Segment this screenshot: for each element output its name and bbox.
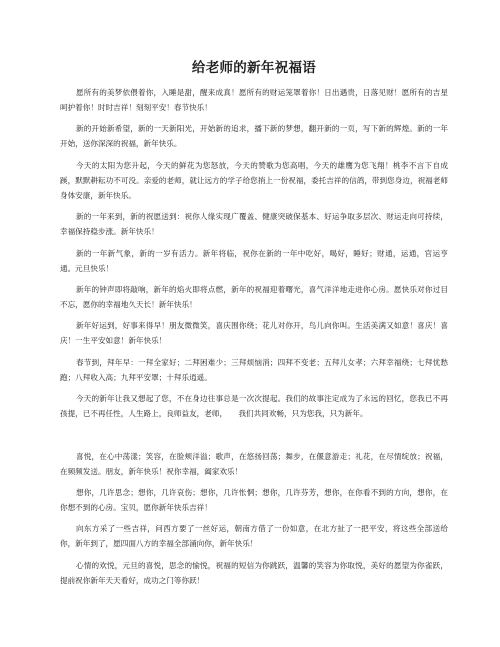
paragraph: 新年的钟声即将敲响，新年的焰火即将点燃，新年的祝福迎着曙光，喜气洋洋地走进你心房。愿快乐对你过目不忘，愿你的幸福地久天长！新年快乐！ <box>60 284 448 309</box>
paragraph: 愿所有的美梦依偎着你，入睡是甜，醒来成真！愿所有的财运笼罩着你！日出遇贵，日落见财！愿所有的吉星呵护着你！时时吉祥！刻刻平安！春节快乐！ <box>60 88 448 112</box>
paragraph: 今天的太阳为您升起，今天的鲜花为您怒放，今天的赞歌为您高唱，今天的雄鹰为您飞翔！桃李不言下自成蹊，默默耕耘功不可没。亲爱的老师，就让远方的学子给您捎上一份祝福，委托吉祥的信鸽，带到您身边，祝福老师身体安康，新年快乐。 <box>60 160 448 200</box>
paragraph: 新的开始新希望，新的一天新阳光，开始新的追求，播下新的梦想，翻开新的一页，写下新的辉煌。新的一年开始，送你深深的祝福，新年快乐。 <box>60 124 448 149</box>
section-gap <box>60 428 448 449</box>
paragraph: 喜悦，在心中荡漾；笑容，在脸颊洋溢；歌声，在悠扬回荡；舞步，在偃意游走；礼花，在尽情绽放；祝福，在频频发送。朋友，新年快乐！祝你幸福，阖家欢乐！ <box>60 451 448 476</box>
paragraph: 新年好运到，好事来得早！朋友微微笑，喜庆围你绕；花儿对你开，鸟儿向你叫。生活美满又如意！喜庆！喜庆！一生平安如意！新年快乐！ <box>60 321 448 346</box>
document-title: 给老师的新年祝福语 <box>191 60 317 76</box>
paragraph: 春节到，拜年早：一拜全家好；二拜困难少；三拜烦恼消；四拜不变老；五拜儿女孝；六拜幸福绕；七拜忧愁跑；八拜收入高；九拜平安罩；十拜乐逍遥。 <box>60 357 448 382</box>
paragraph: 向东方采了一些吉祥，问西方要了一丝好运，朝南方借了一份如意，在北方扯了一把平安，将这些全部送给你，新年到了，愿四面八方的幸福全部涌向你，新年快乐！ <box>60 524 448 549</box>
paragraph: 新的一年来到，新的祝愿送到：祝你人缘实现广覆盖、健康突破保基本、好运争取多层次、财运走向可持续，幸福保持稳步涨。新年快乐！ <box>60 212 448 237</box>
paragraph: 心情的欢悦，元旦的喜悦，思念的愉悦，祝福的短信为你跳跃，温馨的笑容为你取悦，美好的愿望为你雀跃，提前祝你新年天天看好，成功之门等你跃！ <box>60 560 448 585</box>
paragraph: 今天的新年让我又想起了您，不在身边往事总是一次次提起。我们的故事注定成为了永远的回忆，您我已不再孩提，已不再任性，人生路上，良师益友，老师， 我们共同欢畅，只为您我，只为新年。 <box>60 394 448 419</box>
paragraph: 想你，几许思念；想你，几许哀伤；想你，几许怅惘；想你，几许芬芳，想你，在你看不到的方向，想你，在你想不到的心房。宝贝，愿你新年快乐吉祥！ <box>60 487 448 512</box>
paragraph: 新的一年新气象，新的一岁有活力。新年将临，祝你在新的一年中吃好，喝好，睡好；财通，运通，官运亨通。元旦快乐！ <box>60 248 448 273</box>
